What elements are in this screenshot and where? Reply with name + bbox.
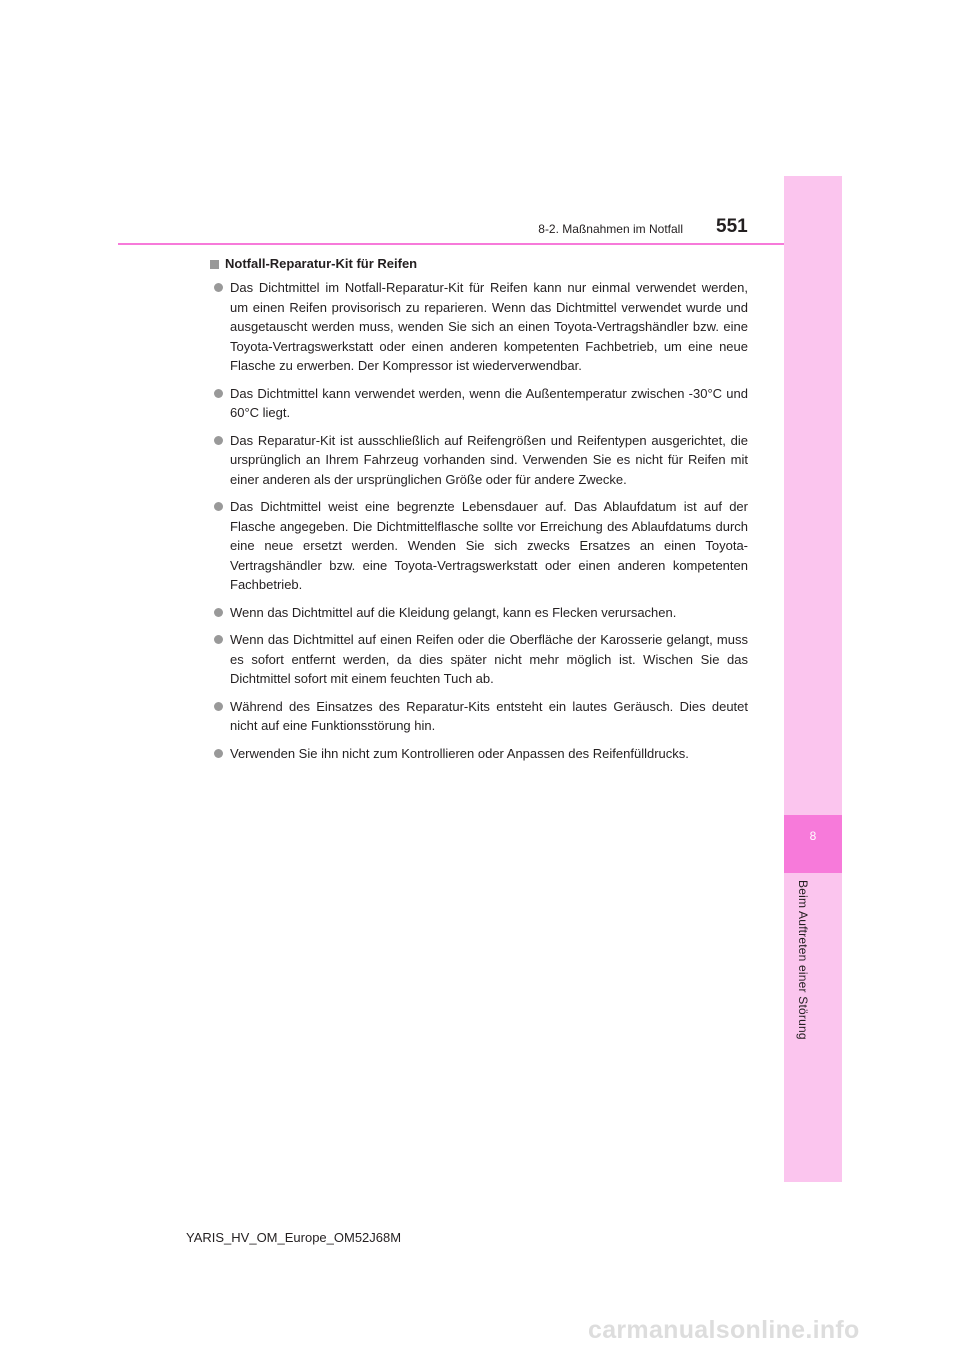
- square-bullet-icon: [210, 260, 219, 269]
- list-item-text: Das Dichtmittel weist eine begrenzte Lebensdauer auf. Das Ablaufdatum ist auf der Flasche angegeben. Die Dichtmittelflasche sollte vor Erreichung des Ablaufdatums durch eine neue ersetzt werden. Wenden Sie sich zwecks Ersatzes an einen Toyota-Vertragshändler bzw. eine Toyota-Vertragswerkstatt oder einen anderen kompetenten Fachbetrieb.: [230, 499, 748, 592]
- bullet-icon: [214, 283, 223, 292]
- chapter-number-box: [784, 815, 842, 873]
- section-title: 8-2. Maßnahmen im Notfall: [538, 222, 683, 236]
- list-item: [210, 630, 748, 689]
- main-content: [210, 255, 748, 771]
- list-item: [210, 697, 748, 736]
- section-heading: [210, 255, 748, 273]
- list-item-text: Während des Einsatzes des Reparatur-Kits entsteht ein lautes Geräusch. Dies deutet nicht auf eine Funktionsstörung hin.: [230, 698, 748, 733]
- list-item-text: Wenn das Dichtmittel auf einen Reifen oder die Oberfläche der Karosserie gelangt, muss es sofort entfernt werden, da dies später nicht mehr möglich ist. Wischen Sie das Dichtmittel sofort mit einem feuchten Tuch ab.: [230, 632, 748, 686]
- bullet-icon: [214, 702, 223, 711]
- bullet-icon: [214, 635, 223, 644]
- list-item: [210, 431, 748, 490]
- list-item: [210, 497, 748, 595]
- bullet-icon: [214, 502, 223, 511]
- list-item-text: Wenn das Dichtmittel auf die Kleidung gelangt, kann es Flecken verursachen.: [230, 604, 677, 620]
- list-item-text: Das Dichtmittel kann verwendet werden, wenn die Außentemperatur zwischen -30°C und 60°C liegt.: [230, 385, 748, 420]
- list-item-text: Das Dichtmittel im Notfall-Reparatur-Kit für Reifen kann nur einmal verwendet werden, um einen Reifen provisorisch zu reparieren. Wenn das Dichtmittel verwendet wurde und ausgetauscht werden muss, wenden Sie sich an einen Toyota-Vertragshändler bzw. eine Toyota-Vertragswerkstatt oder einen anderen kompetenten Fachbetrieb, um eine neue Flasche zu erwerben. Der Kompressor ist wiederverwendbar.: [230, 280, 748, 373]
- list-item-text: Das Reparatur-Kit ist ausschließlich auf Reifengrößen und Reifentypen ausgerichtet, die ursprünglich an Ihrem Fahrzeug vorhanden sind. Verwenden Sie es nicht für Reifen mit einer anderen als der ursprünglichen Größe oder für andere Zwecke.: [230, 432, 748, 487]
- bullet-icon: [214, 749, 223, 758]
- header-divider: [118, 243, 784, 245]
- bullet-icon: [214, 389, 223, 398]
- list-item: [210, 744, 748, 764]
- watermark: carmanualsonline.info: [588, 1316, 860, 1344]
- page-number: 551: [716, 216, 748, 237]
- bullet-icon: [214, 436, 223, 445]
- bullet-icon: [214, 608, 223, 617]
- list-item: [210, 384, 748, 423]
- list-item: [210, 603, 748, 623]
- chapter-side-tab: [784, 176, 842, 1182]
- chapter-label: Beim Auftreten einer Störung: [796, 880, 810, 1040]
- section-heading-text: Notfall-Reparatur-Kit für Reifen: [225, 256, 418, 271]
- document-code: YARIS_HV_OM_Europe_OM52J68M: [186, 1230, 402, 1245]
- list-item-text: Verwenden Sie ihn nicht zum Kontrollieren oder Anpassen des Reifenfülldrucks.: [230, 745, 689, 761]
- list-item: [210, 278, 748, 376]
- chapter-number: 8: [809, 829, 817, 843]
